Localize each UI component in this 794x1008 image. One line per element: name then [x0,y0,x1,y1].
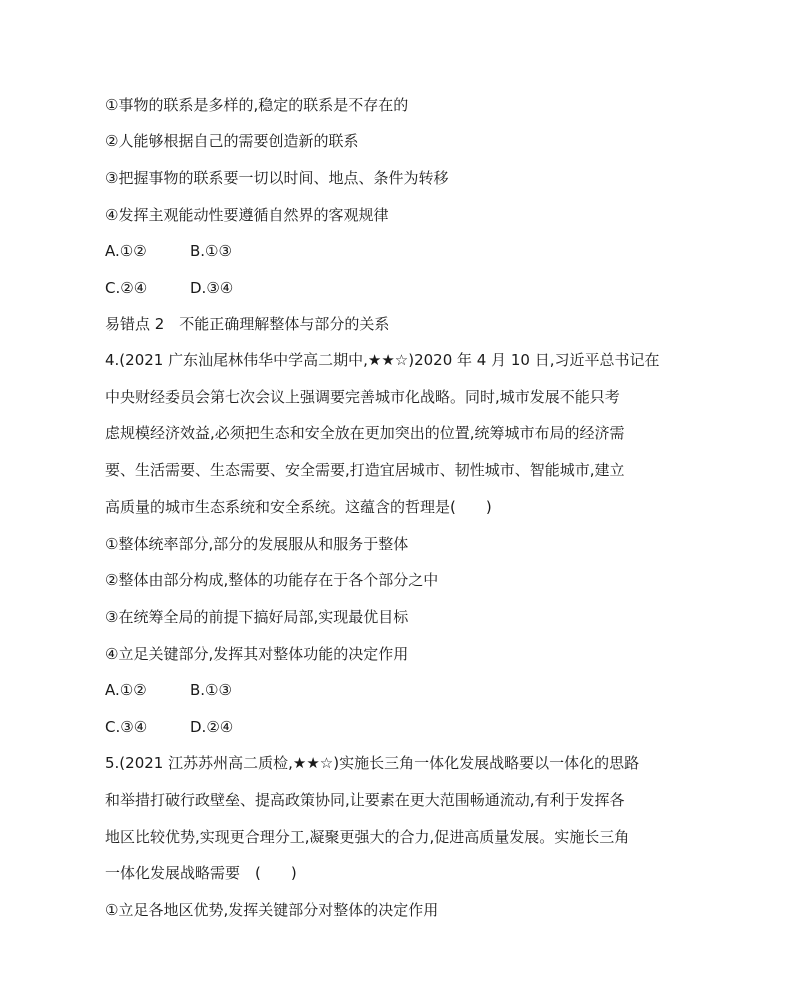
q4-options-row-2 [105,717,275,737]
q4-item-4: ④立足关键部分,发挥其对整体功能的决定作用 [105,645,409,663]
q4-option-b: B.①③ [190,681,232,699]
q3-item-4: ④发挥主观能动性要遵循自然界的客观规律 [105,206,389,224]
q5-stem-line-4: 一体化发展战略需要 ( ) [105,864,297,882]
q3-options-row-1 [105,241,275,261]
q3-item-2: ②人能够根据自己的需要创造新的联系 [105,132,359,150]
q4-option-c: C.③④ [105,718,148,736]
q3-option-a: A.①② [105,242,147,260]
q3-option-b: B.①③ [190,242,232,260]
q4-stem-line-3: 虑规模经济效益,必须把生态和安全放在更加突出的位置,统筹城市布局的经济需 [105,424,625,442]
q5-stem-line-2: 和举措打破行政壁垒、提高政策协同,让要素在更大范围畅通流动,有利于发挥各 [105,791,625,809]
q4-options-row-1 [105,680,275,700]
q4-item-3: ③在统筹全局的前提下搞好局部,实现最优目标 [105,608,409,626]
q3-options-row-2 [105,278,275,298]
q3-item-1: ①事物的联系是多样的,稳定的联系是不存在的 [105,96,409,114]
q4-stem-line-5: 高质量的城市生态系统和安全系统。这蕴含的哲理是( ) [105,498,492,516]
q4-stem-line-4: 要、生活需要、生态需要、安全需要,打造宜居城市、韧性城市、智能城市,建立 [105,461,625,479]
q4-stem-line-2: 中央财经委员会第七次会议上强调要完善城市化战略。同时,城市发展不能只考 [105,388,620,406]
q5-item-1: ①立足各地区优势,发挥关键部分对整体的决定作用 [105,901,439,919]
q4-item-1: ①整体统率部分,部分的发展服从和服务于整体 [105,535,409,553]
q5-stem-line-1: 5.(2021 江苏苏州高二质检,★★☆)实施长三角一体化发展战略要以一体化的思路 [105,754,640,772]
q3-item-3: ③把握事物的联系要一切以时间、地点、条件为转移 [105,169,449,187]
q4-stem-line-1: 4.(2021 广东汕尾林伟华中学高二期中,★★☆)2020 年 4 月 10 日,习近平总书记在 [105,351,660,369]
q4-option-d: D.②④ [190,718,234,736]
q3-option-d: D.③④ [190,279,234,297]
q3-option-c: C.②④ [105,279,148,297]
q4-item-2: ②整体由部分构成,整体的功能存在于各个部分之中 [105,571,439,589]
q4-option-a: A.①② [105,681,147,699]
section-title: 易错点 2 不能正确理解整体与部分的关系 [105,315,390,333]
q5-stem-line-3: 地区比较优势,实现更合理分工,凝聚更强大的合力,促进高质量发展。实施长三角 [105,828,630,846]
